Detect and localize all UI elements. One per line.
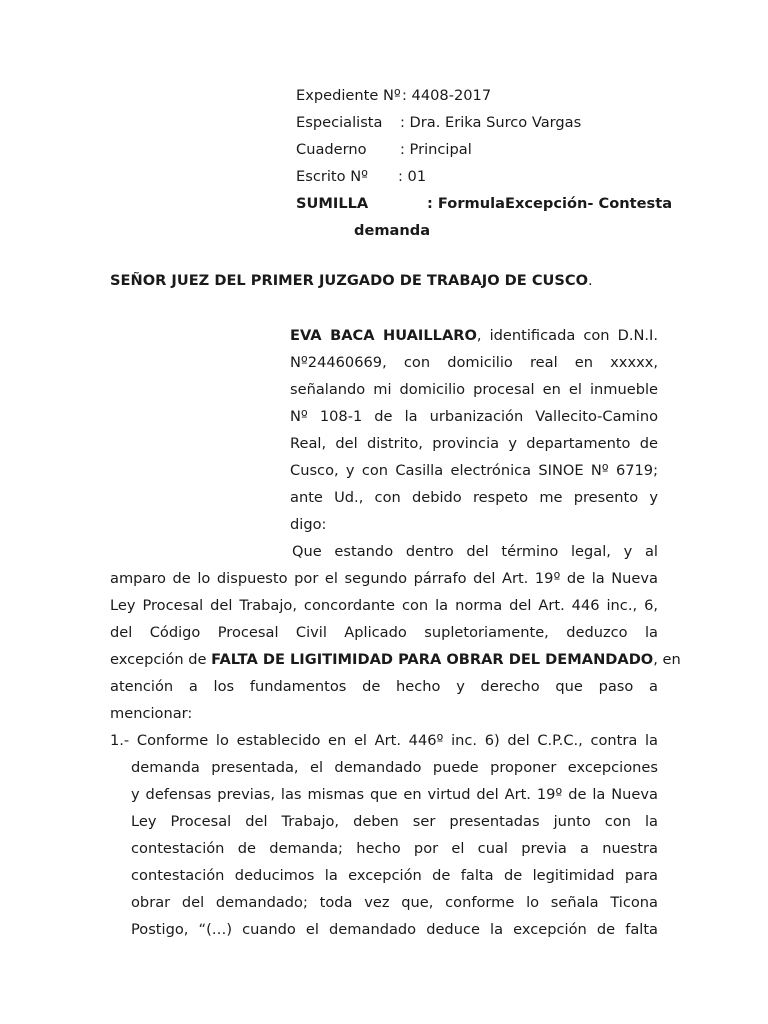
intro-line: Real, del distrito, provincia y departamento de: [290, 435, 658, 452]
intro-line: Cusco, y con Casilla electrónica SINOE Nº 6719;: [290, 462, 658, 479]
intro-line: Nº 108-1 de la urbanización Vallecito-Camino: [290, 408, 658, 425]
addressee-period: .: [588, 272, 593, 289]
body-line: demanda presentada, el demandado puede proponer excepciones: [131, 759, 658, 776]
sumilla-row: [296, 194, 673, 221]
body-text: [110, 542, 681, 947]
introduction-paragraph: [290, 326, 658, 542]
cuaderno-label: Cuaderno: [296, 141, 367, 158]
especialista-row: [296, 113, 658, 140]
body-line: Ley Procesal del Trabajo, deben ser presentadas junto con la: [131, 813, 658, 830]
sumilla-value-part3: - Contesta: [587, 195, 673, 212]
sumilla-value-part2: Excepción: [504, 195, 588, 212]
expediente-row: [296, 86, 658, 113]
body-line: mencionar:: [110, 705, 193, 722]
escrito-value: : 01: [398, 168, 427, 185]
body-line: Que estando dentro del término legal, y al: [292, 543, 658, 560]
intro-line1-rest: , identificada con D.N.I.: [476, 327, 658, 344]
especialista-label: Especialista: [296, 114, 383, 131]
plaintiff-name: EVA BACA HUAILLARO: [290, 327, 477, 344]
item1-line1: Conforme lo establecido en el Art. 446º inc. 6) del C.P.C., contra la: [129, 732, 658, 749]
intro-line: señalando mi domicilio procesal en el inmueble: [290, 381, 658, 398]
body-line: Postigo, “(…) cuando el demandado deduce la excepción de falta: [131, 921, 658, 938]
sumilla-value-part1: : Formula: [427, 195, 505, 212]
sumilla-value-line2: demanda: [354, 222, 431, 239]
intro-line: [290, 326, 658, 353]
numbered-item-1: [110, 731, 658, 947]
addressee-text: SEÑOR JUEZ DEL PRIMER JUZGADO DE TRABAJO DE CUSCO: [110, 272, 589, 289]
escrito-row: [296, 167, 658, 194]
exception-title: FALTA DE LIGITIMIDAD PARA OBRAR DEL DEMANDADO: [211, 651, 654, 668]
expediente-label: Expediente Nº: [296, 87, 401, 104]
cuaderno-value: : Principal: [400, 141, 472, 158]
cuaderno-row: [296, 140, 658, 167]
body-line: atención a los fundamentos de hecho y derecho que paso a: [110, 678, 658, 695]
body-line5-post: , en: [653, 651, 681, 668]
item-number: 1.-: [110, 732, 130, 749]
body-line: [110, 731, 658, 758]
body-line: del Código Procesal Civil Aplicado supletoriamente, deduzco la: [110, 624, 658, 641]
body-line: contestación de demanda; hecho por el cual previa a nuestra: [131, 840, 658, 857]
body-line: [110, 650, 681, 677]
body-line: Ley Procesal del Trabajo, concordante con la norma del Art. 446 inc., 6,: [110, 597, 658, 614]
expediente-value: : 4408-2017: [402, 87, 492, 104]
especialista-value: : Dra. Erika Surco Vargas: [400, 114, 582, 131]
case-header: [296, 86, 673, 248]
sumilla-value: [427, 194, 673, 214]
addressee: [110, 272, 593, 289]
intro-line: Nº24460669, con domicilio real en xxxxx,: [290, 354, 658, 371]
escrito-label: Escrito Nº: [296, 168, 368, 185]
body-line: amparo de lo dispuesto por el segundo párrafo del Art. 19º de la Nueva: [110, 570, 658, 587]
body-line5-pre: excepción de: [110, 651, 212, 668]
body-line: contestación deducimos la excepción de falta de legitimidad para: [131, 867, 658, 884]
intro-line: digo:: [290, 516, 327, 533]
intro-line: ante Ud., con debido respeto me presento y: [290, 489, 658, 506]
body-line: obrar del demandado; toda vez que, conforme lo señala Ticona: [131, 894, 658, 911]
sumilla-label: SUMILLA: [296, 195, 369, 212]
body-line: y defensas previas, las mismas que en virtud del Art. 19º de la Nueva: [131, 786, 658, 803]
